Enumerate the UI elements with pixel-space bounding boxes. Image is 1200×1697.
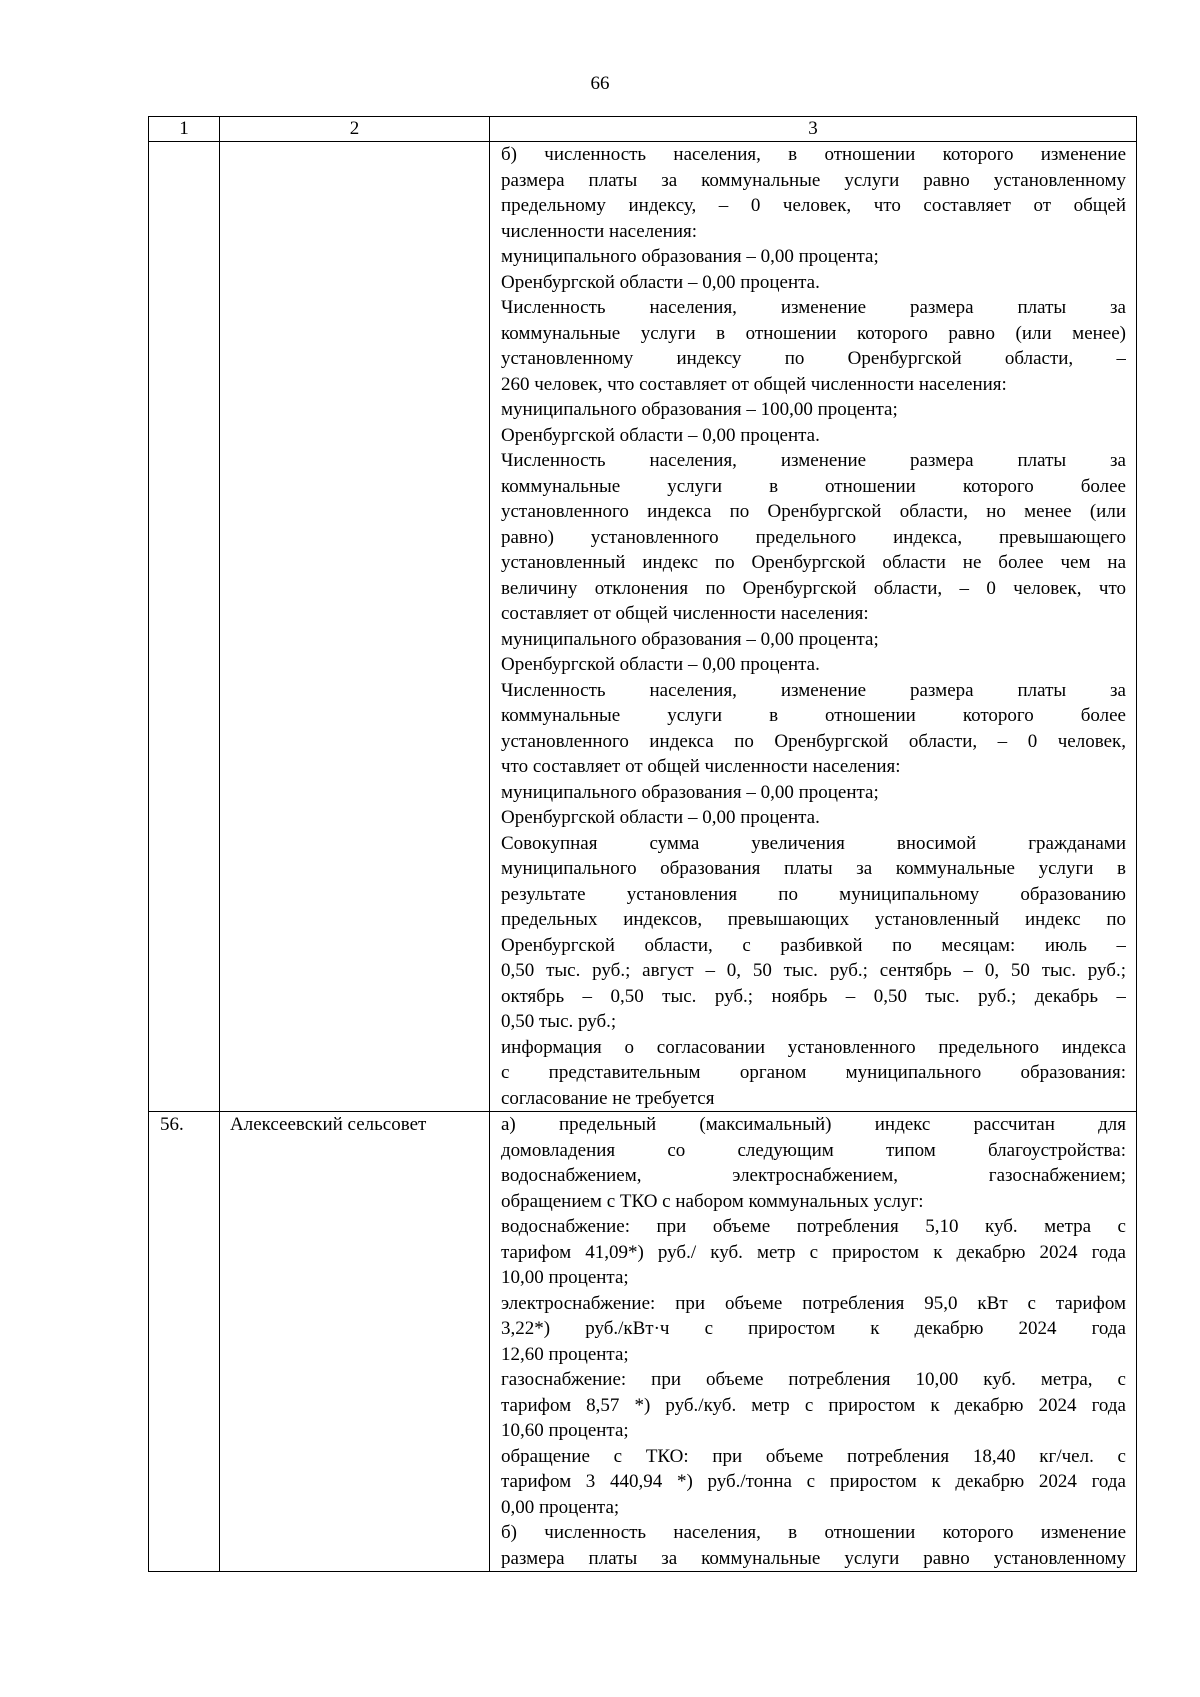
header-cell-1: 1: [149, 117, 220, 142]
text-line: тарифом 3 440,94 *) руб./тонна с приростом к декабрю 2024 года: [501, 1471, 1126, 1492]
text-line: что составляет от общей численности населения:: [501, 756, 901, 777]
text-line: 10,00 процента;: [501, 1267, 629, 1288]
text-line: Численность населения, изменение размера платы за: [501, 450, 1126, 471]
text-line: установленного индекса по Оренбургской области, – 0 человек,: [501, 730, 1126, 752]
text-line: б) численность населения, в отношении которого изменение: [501, 144, 1126, 165]
row-content-cell: [490, 142, 1137, 1112]
text-line: Совокупная сумма увеличения вносимой гражданами: [501, 832, 1126, 854]
page-number: 66: [590, 73, 610, 94]
municipality-name-cell: Алексеевский сельсовет: [220, 1112, 490, 1572]
text-line: предельному индексу, – 0 человек, что составляет от общей: [501, 195, 1126, 216]
text-line: 0,50 тыс. руб.; август – 0, 50 тыс. руб.; сентябрь – 0, 50 тыс. руб.;: [501, 960, 1126, 981]
text-line: тарифом 8,57 *) руб./куб. метр с приростом к декабрю 2024 года: [501, 1394, 1126, 1416]
text-line: численности населения:: [501, 220, 698, 242]
text-line: электроснабжение: при объеме потребления 95,0 кВт с тарифом: [501, 1292, 1126, 1314]
row-number-cell: [149, 142, 220, 1112]
text-line: размера платы за коммунальные услуги равно установленному: [501, 169, 1126, 191]
text-line: водоснабжение: при объеме потребления 5,10 куб. метра с: [501, 1216, 1126, 1237]
header-cell-2: 2: [220, 117, 490, 142]
text-line: октябрь – 0,50 тыс. руб.; ноябрь – 0,50 тыс. руб.; декабрь –: [501, 985, 1126, 1007]
text-line: 260 человек, что составляет от общей численности населения:: [501, 373, 1007, 395]
table-header-row: [149, 117, 1137, 142]
text-line: 3,22*) руб./кВт·ч с приростом к декабрю 2024 года: [501, 1318, 1126, 1339]
text-line: 10,60 процента;: [501, 1420, 629, 1441]
text-line: предельных индексов, превышающих установленный индекс по: [501, 909, 1126, 930]
document-table: [148, 116, 1137, 1572]
text-line: размера платы за коммунальные услуги равно установленному: [501, 1547, 1126, 1569]
header-cell-3: 3: [490, 117, 1137, 142]
text-line: 12,60 процента;: [501, 1343, 629, 1365]
text-line: равно) установленного предельного индекса, превышающего: [501, 526, 1126, 548]
text-line: муниципального образования – 0,00 процента;: [501, 781, 879, 803]
text-line: составляет от общей численности населения:: [501, 603, 869, 624]
text-line: муниципального образования – 0,00 процента;: [501, 246, 879, 267]
text-line: муниципального образования платы за коммунальные услуги в: [501, 858, 1126, 879]
text-line: установленного индекса по Оренбургской области, но менее (или: [501, 501, 1126, 522]
text-line: коммунальные услуги в отношении которого более: [501, 475, 1126, 497]
text-line: б) численность населения, в отношении которого изменение: [501, 1522, 1126, 1543]
text-line: Оренбургской области – 0,00 процента.: [501, 807, 820, 828]
text-line: 0,50 тыс. руб.;: [501, 1011, 617, 1032]
text-line: Оренбургской области – 0,00 процента.: [501, 424, 820, 446]
row-content-cell: [490, 1112, 1137, 1572]
text-line: результате установления по муниципальному образованию: [501, 883, 1126, 905]
text-line: установленный индекс по Оренбургской области не более чем на: [501, 552, 1126, 573]
text-line: с представительным органом муниципального образования:: [501, 1062, 1126, 1083]
text-line: коммунальные услуги в отношении которого равно (или менее): [501, 322, 1126, 344]
text-line: Численность населения, изменение размера платы за: [501, 297, 1126, 318]
text-line: а) предельный (максимальный) индекс рассчитан для: [501, 1114, 1126, 1135]
text-line: 0,00 процента;: [501, 1496, 620, 1518]
text-line: величину отклонения по Оренбургской области, – 0 человек, что: [501, 577, 1126, 599]
text-line: Оренбургской области – 0,00 процента.: [501, 654, 820, 675]
text-line: согласование не требуется: [501, 1087, 715, 1109]
text-line: установленному индексу по Оренбургской области, –: [501, 348, 1126, 369]
text-line: Оренбургской области, с разбивкой по месяцам: июль –: [501, 934, 1126, 956]
table-row: [149, 142, 1137, 1112]
text-line: Численность населения, изменение размера платы за: [501, 679, 1126, 701]
table-row: [149, 1112, 1137, 1572]
municipality-name-cell: [220, 142, 490, 1112]
text-line: муниципального образования – 0,00 процента;: [501, 628, 879, 650]
text-line: коммунальные услуги в отношении которого более: [501, 705, 1126, 726]
text-line: информация о согласовании установленного предельного индекса: [501, 1036, 1126, 1058]
text-line: муниципального образования – 100,00 процента;: [501, 399, 898, 420]
text-line: Оренбургской области – 0,00 процента.: [501, 271, 820, 293]
text-line: тарифом 41,09*) руб./ куб. метр с приростом к декабрю 2024 года: [501, 1241, 1126, 1263]
text-line: обращением с ТКО с набором коммунальных услуг:: [501, 1190, 924, 1212]
row-number-cell: 56.: [149, 1112, 220, 1572]
text-line: домовладения со следующим типом благоустройства:: [501, 1139, 1126, 1161]
text-line: водоснабжением, электроснабжением, газоснабжением;: [501, 1165, 1126, 1186]
text-line: газоснабжение: при объеме потребления 10,00 куб. метра, с: [501, 1369, 1126, 1390]
text-line: обращение с ТКО: при объеме потребления 18,40 кг/чел. с: [501, 1445, 1126, 1467]
